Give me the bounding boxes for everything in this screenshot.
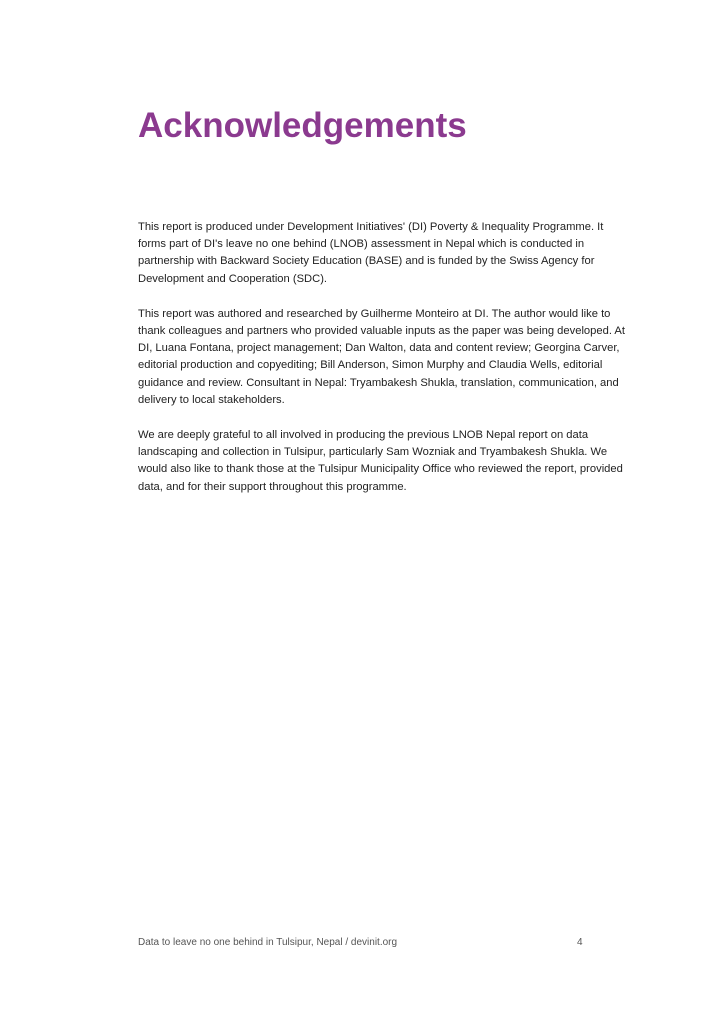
page-number: 4	[577, 937, 583, 948]
paragraph-authors: This report was authored and researched by Guilherme Monteiro at DI. The author would like to thank colleagues and partners who provided valuable inputs as the paper was being developed. At DI, Luana Fontana, project management; Dan Walton, data and content review; Georgina Carver, editorial production and copyediting; Bill Anderson, Simon Murphy and Claudia Wells, editorial guidance and review. Consultant in Nepal: Tryambakesh Shukla, translation, communication, and delivery to local stakeholders.	[138, 307, 625, 406]
footer-text: Data to leave no one behind in Tulsipur, Nepal / devinit.org	[138, 937, 398, 948]
page-title: Acknowledgements	[138, 106, 467, 145]
paragraph-gratitude: We are deeply grateful to all involved in producing the previous LNOB Nepal report on data landscaping and collection in Tulsipur, particularly Sam Wozniak and Tryambakesh Shukla. We would also like to thank those at the Tulsipur Municipality Office who reviewed the report, provided data, and for their support throughout this programme.	[138, 429, 623, 493]
paragraph-intro: This report is produced under Development Initiatives' (DI) Poverty & Inequality Programme. It forms part of DI's leave no one behind (LNOB) assessment in Nepal which is conducted in partnership with Backward Society Education (BASE) and is funded by the Swiss Agency for Development and Cooperation (SDC).	[138, 221, 604, 285]
acknowledgements-body	[138, 219, 628, 514]
